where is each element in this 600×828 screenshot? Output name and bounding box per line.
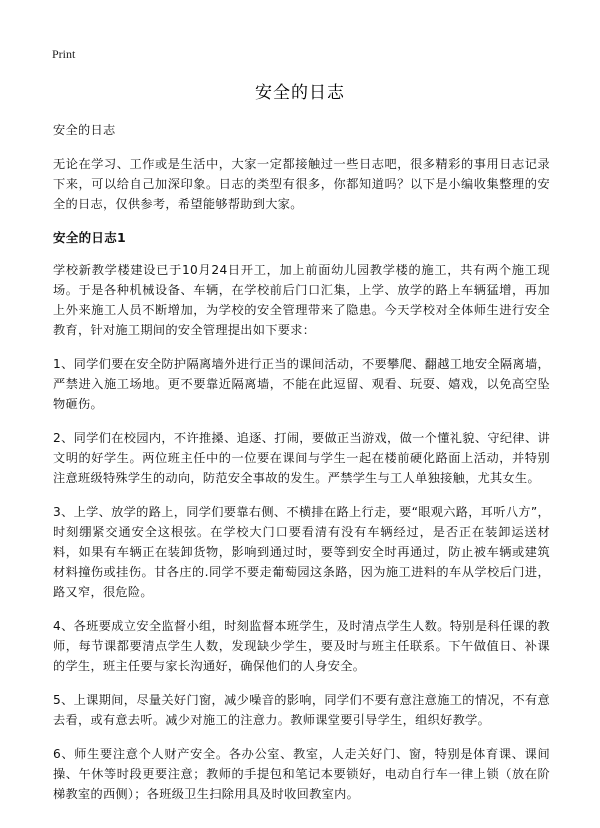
body-paragraph: 5、上课期间，尽量关好门窗，减少噪音的影响，同学们不要有意注意施工的情况，不有意去看，或有意去听。减少对施工的注意力。教师课堂要引导学生，组织好教学。: [53, 693, 550, 727]
print-link[interactable]: Print: [52, 47, 76, 61]
body-paragraph: 4、各班要成立安全监督小组，时刻监督本班学生，及时清点学生人数。特别是科任课的教师，每节课都要清点学生人数，发现缺少学生，要及时与班主任联系。下午做值日、补课的学生，班主任要与家长沟通好，确保他们的人身安全。: [53, 619, 550, 673]
body-paragraph: 3、上学、放学的路上，同学们要靠右侧、不横排在路上行走，要“眼观六路，耳听八方”，时刻绷紧交通安全这根弦。在学校大门口要看清有没有车辆经过，是否正在装卸运送材料，如果有车辆正在装卸货物，影响到通过时，要等到安全时再通过，防止被车辆或建筑材料撞伤或挂伤。甘各庄的.同学不要走葡萄园这条路，因为施工进料的车从学校后门进，路又窄，很危险。: [53, 505, 550, 599]
section-heading: 安全的日志1: [53, 230, 126, 245]
document-title: 安全的日志: [255, 83, 345, 103]
body-paragraph: 1、同学们要在安全防护隔离墙外进行正当的课间活动，不要攀爬、翻越工地安全隔离墙，严禁进入施工场地。更不要靠近隔离墙，不能在此逗留、观看、玩耍、嬉戏，以免高空坠物砸伤。: [53, 357, 550, 411]
body-paragraph: 学校新教学楼建设已于10月24日开工，加上前面幼儿园教学楼的施工，共有两个施工现场。于是各种机械设备、车辆，在学校前后门口汇集，上学、放学的路上车辆猛增，再加上外来施工人员不断增加，为学校的安全管理带来了隐患。今天学校对全体师生进行安全教育，针对施工期间的安全管理提出如下要求：: [53, 263, 550, 337]
body-paragraph: 6、师生要注意个人财产安全。各办公室、教室，人走关好门、窗，特别是体育课、课间操、午休等时段更要注意；教师的手提包和笔记本要锁好，电动自行车一律上锁（放在阶梯教室的西侧）；各班级卫生扫除用具及时收回教室内。: [53, 747, 550, 801]
body-paragraph: 2、同学们在校园内，不许推搡、追逐、打闹，要做正当游戏，做一个懂礼貌、守纪律、讲文明的好学生。两位班主任中的一位要在课间与学生一起在楼前硬化路面上活动，并特别注意班级特殊学生的动向，防范安全事故的发生。严禁学生与工人单独接触，尤其女生。: [53, 431, 550, 485]
document-body: [53, 120, 550, 818]
document-label: 安全的日志: [53, 123, 116, 137]
intro-paragraph: 无论在学习、工作或是生活中，大家一定都接触过一些日志吧，很多精彩的事用日志记录下来，可以给自己加深印象。日志的类型有很多，你都知道吗？以下是小编收集整理的安全的日志，仅供参考，希望能够帮助到大家。: [53, 157, 550, 211]
